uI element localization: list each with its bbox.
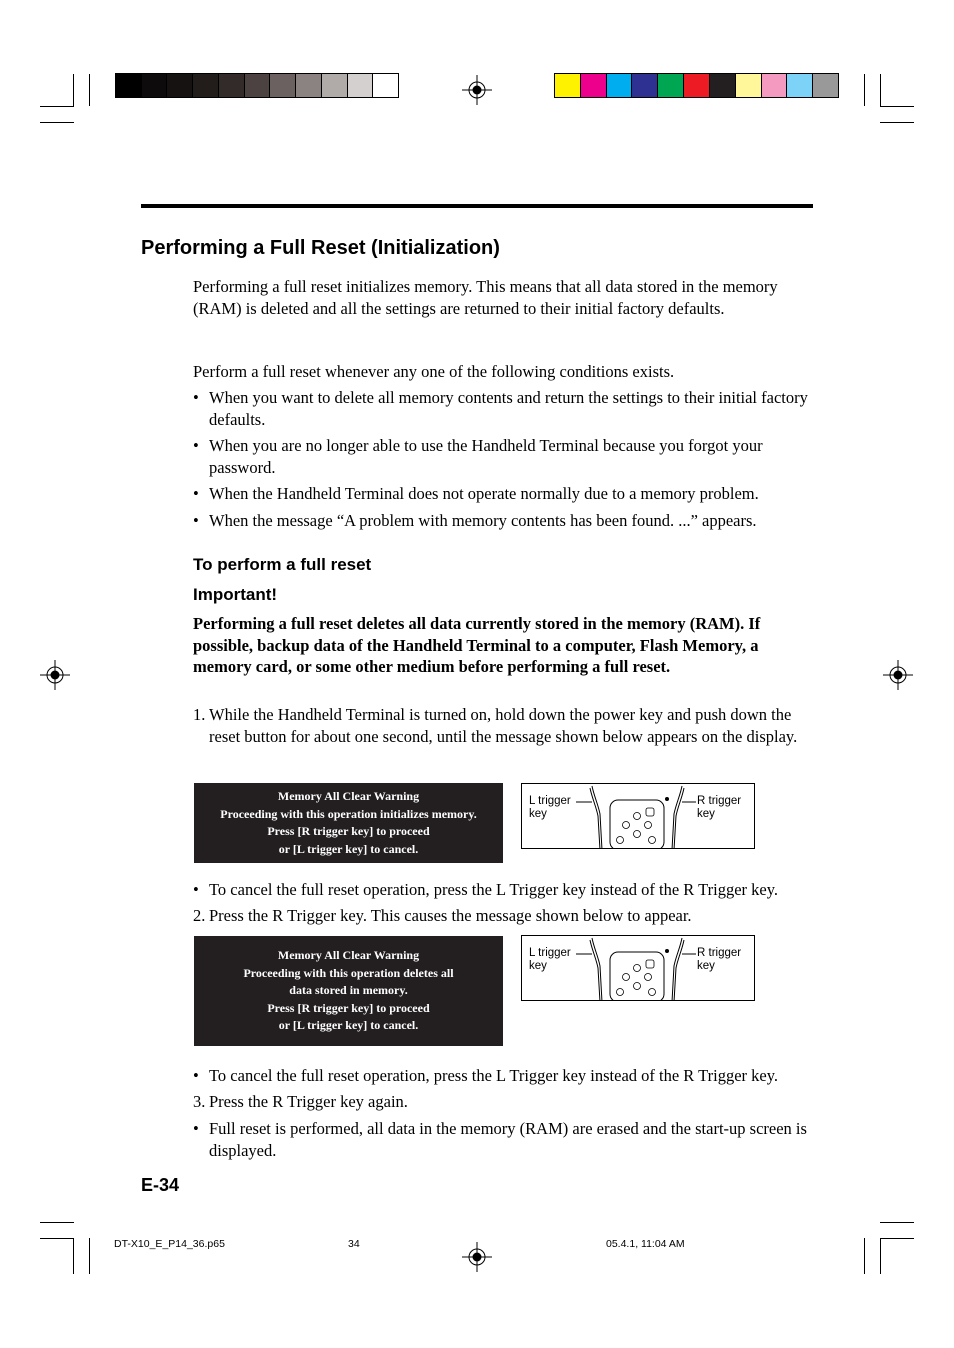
list-item [193, 387, 813, 430]
crop-mark [880, 122, 914, 123]
list-item-text: When you want to delete all memory contents and return the settings to their initial factory defaults. [209, 388, 808, 429]
list-item-text: When the Handheld Terminal does not operate normally due to a memory problem. [209, 484, 759, 503]
registration-mark-icon [462, 75, 492, 105]
bullet-icon: • [193, 1119, 199, 1138]
crop-mark [40, 122, 74, 123]
color-swatch [245, 74, 271, 97]
footer-date: 05.4.1, 11:04 AM [606, 1238, 685, 1250]
list-item [193, 435, 813, 478]
step-text: While the Handheld Terminal is turned on, hold down the power key and push down the reset button for about one second, until the message shown below appears on the display. [209, 705, 798, 746]
trigger-key-figure [521, 783, 755, 849]
section-rule [141, 204, 813, 208]
color-swatch [142, 74, 168, 97]
bullet-icon: • [193, 484, 199, 503]
color-swatch [193, 74, 219, 97]
intro-paragraph: Performing a full reset initializes memory. This means that all data stored in the memory (RAM) is deleted and all the settings are returned to their initial factory defaults. [193, 277, 778, 318]
crop-mark [880, 1222, 914, 1223]
list-item [193, 1065, 813, 1087]
step-text: Press the R Trigger key. This causes the message shown below to appear. [209, 906, 692, 925]
step-number: 1. [193, 705, 206, 724]
color-swatch [167, 74, 193, 97]
color-swatch [555, 74, 581, 97]
list-item-text: Full reset is performed, all data in the memory (RAM) are erased and the start-up screen is displayed. [209, 1119, 807, 1160]
crop-mark [880, 1238, 914, 1239]
registration-mark-icon [462, 1242, 492, 1272]
color-swatch [116, 74, 142, 97]
bullet-icon: • [193, 880, 199, 899]
handheld-terminal-icon [522, 936, 755, 1001]
bullet-icon: • [193, 388, 199, 407]
screen-line: Proceeding with this operation initializes memory. [220, 806, 477, 821]
color-swatch [348, 74, 374, 97]
crop-mark [864, 1238, 865, 1274]
step-1 [193, 704, 813, 747]
color-swatch [607, 74, 633, 97]
color-swatch [219, 74, 245, 97]
color-swatch [296, 74, 322, 97]
bullet-icon: • [193, 1066, 199, 1085]
grayscale-color-bar [115, 73, 399, 98]
screen-line: Press [R trigger key] to proceed [267, 1000, 430, 1015]
color-swatch [762, 74, 788, 97]
crop-mark [40, 106, 74, 107]
registration-mark-icon [883, 660, 913, 690]
list-item [193, 483, 813, 505]
screen-line: Proceeding with this operation deletes all [243, 965, 454, 980]
color-swatch [658, 74, 684, 97]
list-item-text: To cancel the full reset operation, press the L Trigger key instead of the R Trigger key. [209, 1066, 779, 1085]
screen-line: Press [R trigger key] to proceed [267, 824, 430, 838]
conditions-lead: Perform a full reset whenever any one of the following conditions exists. [193, 362, 675, 381]
screen-line: data stored in memory. [289, 983, 408, 998]
important-text: Performing a full reset deletes all data currently stored in the memory (RAM). If possible, backup data of the Handheld Terminal to a computer, Flash Memory, a memory card, or some other medium before performing a full reset. [193, 614, 761, 676]
crop-mark [73, 1238, 74, 1274]
crop-mark [880, 106, 914, 107]
crop-mark [880, 1238, 881, 1274]
crop-mark [73, 74, 74, 106]
registration-mark-icon [40, 660, 70, 690]
list-item [193, 1118, 813, 1161]
crop-mark [89, 1238, 90, 1274]
crop-mark [40, 1238, 74, 1239]
list-item [193, 879, 813, 901]
l-trigger-label: L trigger key [529, 795, 571, 820]
color-swatch [373, 74, 398, 97]
step-number: 3. [193, 1092, 206, 1111]
r-trigger-label: R trigger key [697, 947, 742, 972]
screen-line: or [L trigger key] to cancel. [278, 841, 419, 856]
color-swatch [813, 74, 838, 97]
color-swatch [710, 74, 736, 97]
color-swatch [684, 74, 710, 97]
screen-line: or [L trigger key] to cancel. [278, 1018, 419, 1033]
handheld-terminal-icon [522, 784, 755, 849]
important-label: Important! [193, 585, 278, 604]
color-swatch [581, 74, 607, 97]
section-title: Performing a Full Reset (Initialization) [141, 237, 500, 259]
list-item [193, 510, 813, 532]
color-swatch [787, 74, 813, 97]
footer-page: 34 [348, 1238, 360, 1250]
crop-mark [864, 74, 865, 106]
screen-line: Memory All Clear Warning [277, 789, 420, 803]
color-swatch [322, 74, 348, 97]
crop-mark [89, 74, 90, 106]
color-swatch [736, 74, 762, 97]
crop-mark [880, 74, 881, 106]
page-number: E-34 [141, 1175, 180, 1195]
display-message-screen [194, 936, 503, 1046]
footer-filename: DT-X10_E_P14_36.p65 [114, 1238, 225, 1250]
procedure-title: To perform a full reset [193, 555, 372, 574]
color-swatch [632, 74, 658, 97]
step-number: 2. [193, 906, 206, 925]
process-color-bar [554, 73, 839, 98]
l-trigger-label: L trigger key [529, 947, 571, 972]
list-item-text: When you are no longer able to use the Handheld Terminal because you forgot your password. [209, 436, 763, 477]
display-message-screen [194, 783, 503, 863]
list-item-text: To cancel the full reset operation, press the L Trigger key instead of the R Trigger key. [209, 880, 779, 899]
step-text: Press the R Trigger key again. [209, 1092, 408, 1111]
crop-mark [40, 1222, 74, 1223]
color-swatch [270, 74, 296, 97]
bullet-icon: • [193, 511, 199, 530]
step-3 [193, 1091, 813, 1113]
step-2 [193, 905, 813, 927]
trigger-key-figure [521, 935, 755, 1001]
list-item-text: When the message “A problem with memory contents has been found. ...” appears. [209, 511, 757, 530]
r-trigger-label: R trigger key [697, 795, 742, 820]
screen-line: Memory All Clear Warning [277, 948, 420, 963]
bullet-icon: • [193, 436, 199, 455]
